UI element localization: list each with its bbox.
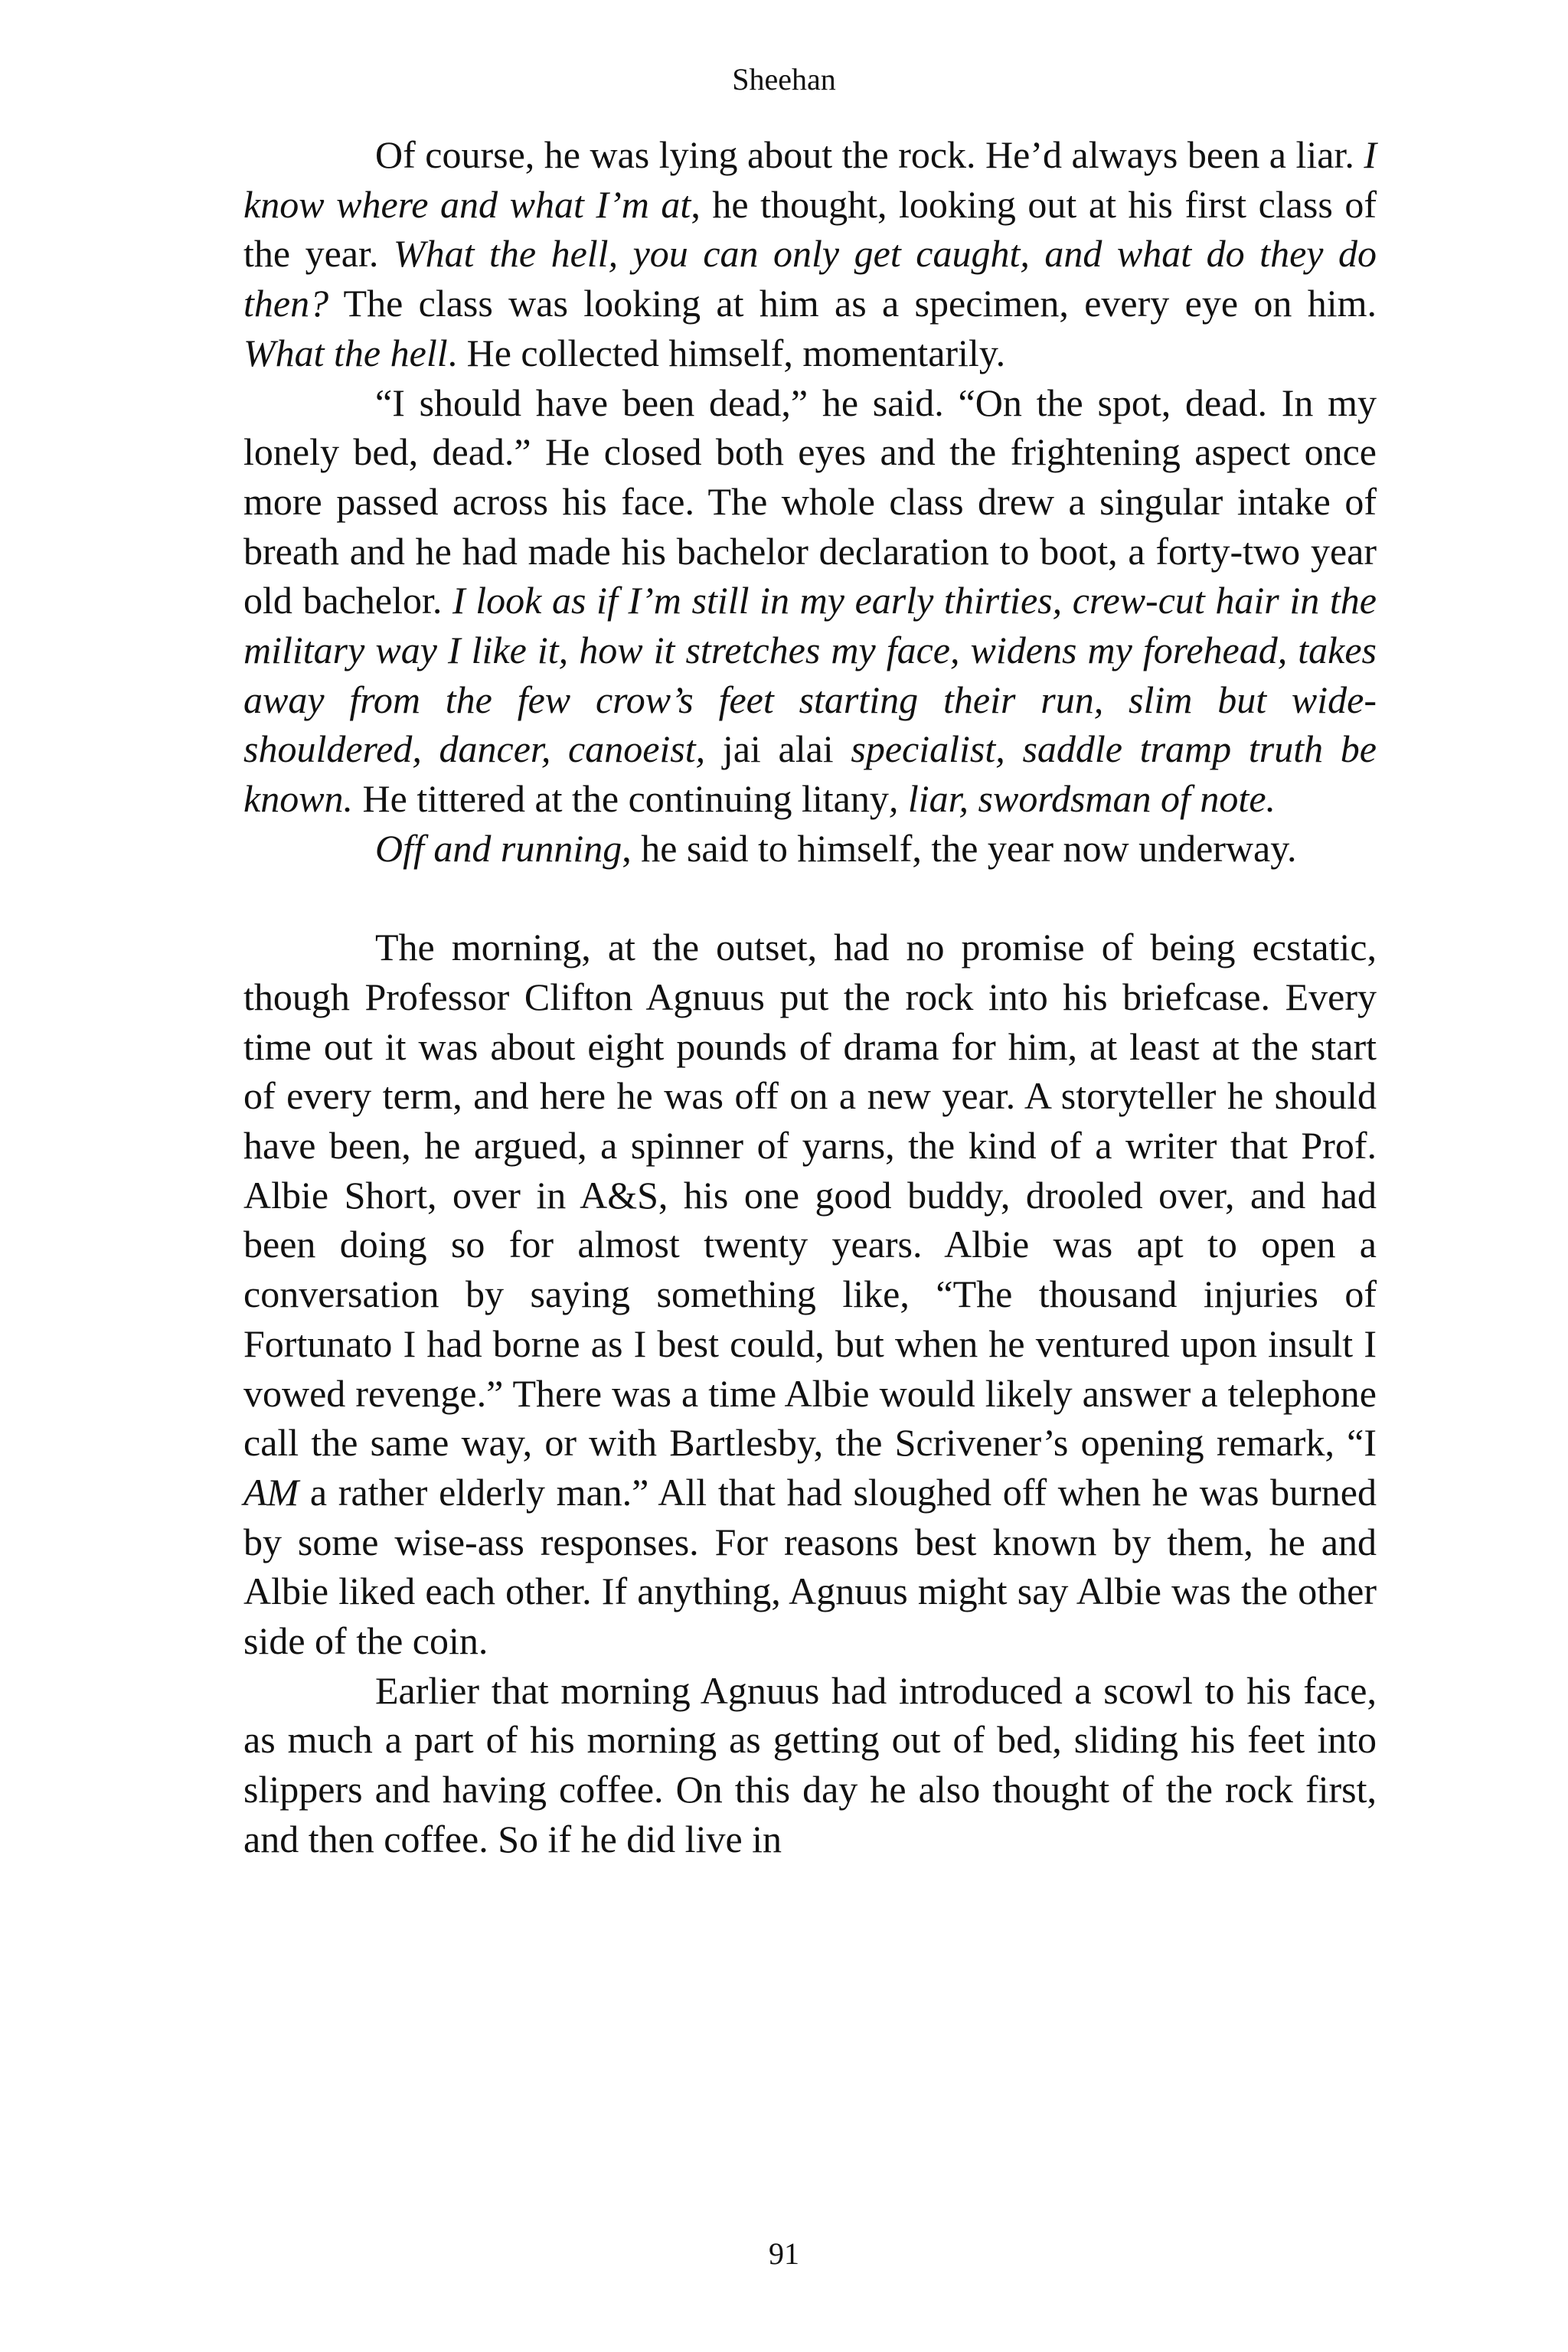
text-run: The class was looking at him as a specimen, every eye on him. — [328, 282, 1377, 325]
text-run: , he said to himself, the year now underway. — [622, 826, 1297, 870]
text-run: The morning, at the outset, had no promise of being ecstatic, though Professor Clifton Agnuus put the rock into his briefcase. Every time out it was about eight pounds of drama for him, at least at the start of every term, and here he was off on a new year. A storyteller he should have been, he argued, a spinner of yarns, the kind of a writer that Prof. Albie Short, over in A&S, his one good buddy, drooled over, and had been doing so for almost twenty years. Albie was apt to open a conversation by saying something like, “The thousand injuries of Fortunato I had borne as I best could, but when he ventured upon insult I vowed revenge.” There was a time Albie would likely answer a telephone call the same way, or with Bartlesby, the Scrivener’s opening remark, “I — [243, 926, 1377, 1465]
paragraph — [243, 923, 1377, 1666]
text-run: He tittered at the continuing litany — [353, 777, 889, 821]
paragraph — [243, 378, 1377, 824]
text-run: a rather elderly man.” All that had sloughed off when he was burned by some wise-ass responses. For reasons best known by them, he and Albie liked each other. If anything, Agnuus might say Albie was the other side of the coin. — [243, 1470, 1377, 1663]
text-run: Of course, he was lying about the rock. He’d always been a liar. — [375, 133, 1364, 176]
italic-text: AM — [243, 1470, 299, 1514]
text-run: . He collected himself, momentarily. — [447, 331, 1006, 374]
body-text — [243, 130, 1377, 1864]
paragraph — [243, 130, 1377, 378]
italic-text: , liar, swordsman of note. — [888, 777, 1276, 821]
running-head: Sheehan — [732, 62, 836, 96]
italic-text: I know where and what I’m at — [243, 133, 1377, 226]
text-run: Earlier that morning Agnuus had introduced a scowl to his face, as much a part of his morning as getting out of bed, sliding his feet into slippers and having coffee. On this day he also thought of the rock first, and then coffee. So if he did live in — [243, 1668, 1377, 1860]
paragraph — [243, 824, 1377, 874]
italic-text: I look as if I’m still in my early thirties, crew-cut hair in the military way I like it, how it stretches my face, widens my forehead, takes away from the few crow’s feet starting their run, slim but wide-shouldered, dancer, canoeist, — [243, 579, 1377, 771]
text-run: “I should have been dead,” he said. “On the spot, dead. In my lonely bed, dead.” He closed both eyes and the frightening aspect once more passed across his face. The whole class drew a singular intake of breath and he had made his bachelor declaration to boot, a forty-two year old bachelor. — [243, 381, 1377, 622]
text-run: jai alai — [705, 727, 851, 771]
paragraph — [243, 1666, 1377, 1864]
page-number: 91 — [769, 2236, 799, 2271]
italic-text: specialist, saddle tramp truth be known. — [243, 727, 1377, 821]
italic-text: What the hell — [243, 331, 448, 374]
italic-text: Off and running — [375, 826, 622, 870]
text-run: , he thought, looking out at his first class of the year. — [243, 182, 1377, 276]
italic-text: What the hell, you can only get caught, and what do they do then? — [243, 232, 1377, 325]
